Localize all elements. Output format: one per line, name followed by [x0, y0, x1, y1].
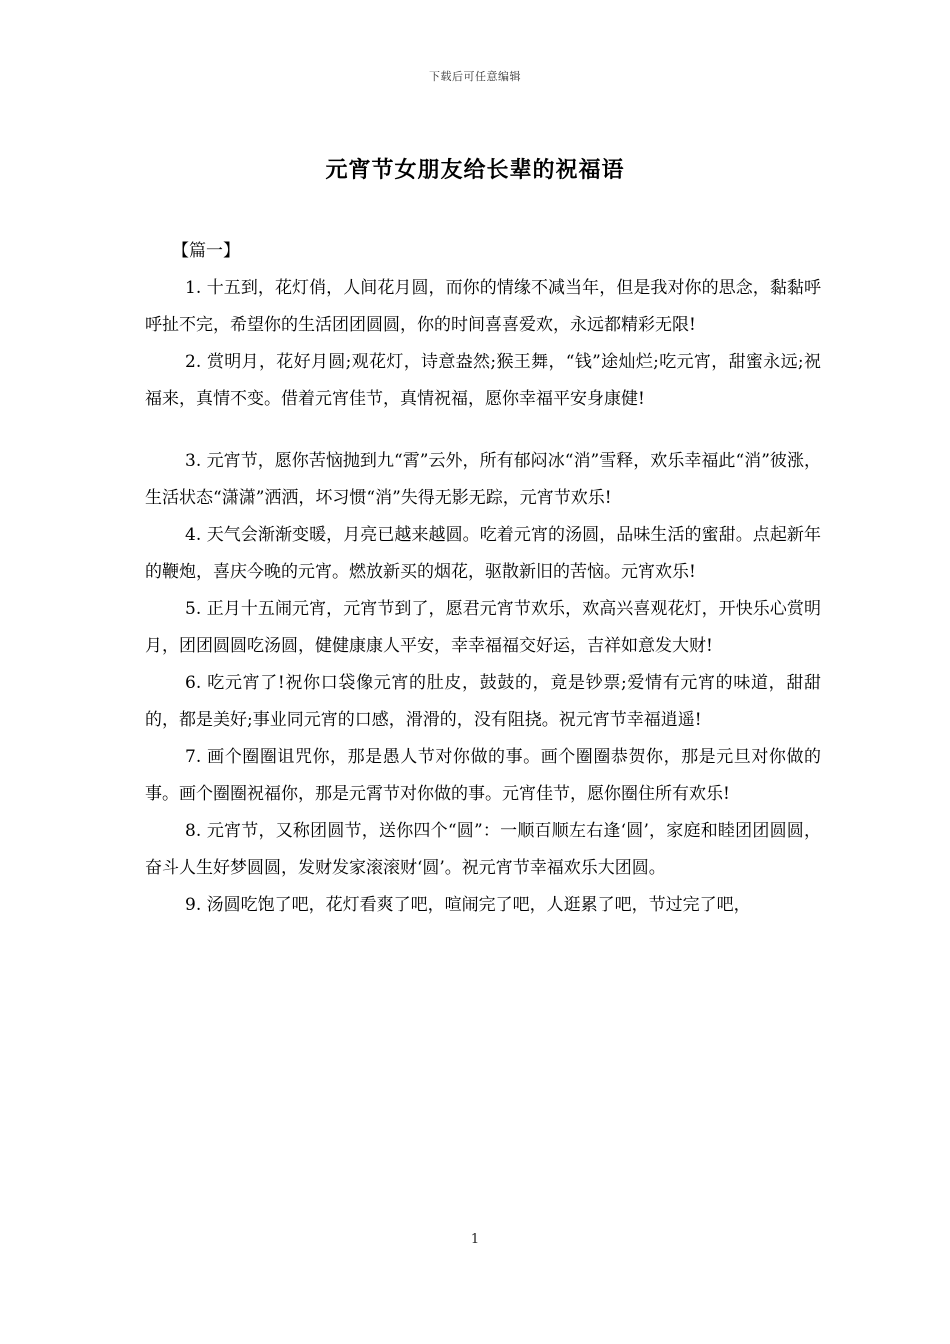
page-number: 1: [470, 1232, 480, 1247]
header-note: 下载后可任意编辑: [429, 70, 521, 83]
paragraph-4: 4. 天气会渐渐变暖，月亮已越来越圆。吃着元宵的汤圆，品味生活的蜜甜。点起新年的鞭炮，喜庆今晚的元宵。燃放新买的烟花，驱散新旧的苦恼。元宵欢乐!: [145, 525, 821, 582]
section-label: 【篇一】: [172, 241, 240, 261]
paragraph-9: 9. 汤圆吃饱了吧，花灯看爽了吧，喧闹完了吧，人逛累了吧，节过完了吧，: [185, 895, 751, 915]
document-title: 元宵节女朋友给长辈的祝福语: [325, 157, 625, 183]
paragraph-8: 8. 元宵节，又称团圆节，送你四个“圆”：一顺百顺左右逢‘圆’，家庭和睦团团圆圆，奋斗人生好梦圆圆，发财发家滚滚财‘圆’。祝元宵节幸福欢乐大团圆。: [145, 821, 821, 878]
paragraph-2: 2. 赏明月，花好月圆;观花灯，诗意盎然;猴王舞，“钱”途灿烂;吃元宵，甜蜜永远;祝福来，真情不变。借着元宵佳节，真情祝福，愿你幸福平安身康健!: [145, 352, 821, 409]
paragraph-7: 7. 画个圈圈诅咒你，那是愚人节对你做的事。画个圈圈恭贺你，那是元旦对你做的事。画个圈圈祝福你，那是元霄节对你做的事。元宵佳节，愿你圈住所有欢乐!: [145, 747, 821, 804]
paragraph-6: 6. 吃元宵了!祝你口袋像元宵的肚皮，鼓鼓的，竟是钞票;爱情有元宵的味道，甜甜的，都是美好;事业同元宵的口感，滑滑的，没有阻挠。祝元宵节幸福逍遥!: [145, 673, 821, 730]
paragraph-5: 5. 正月十五闹元宵，元宵节到了，愿君元宵节欢乐，欢高兴喜观花灯，开快乐心赏明月，团团圆圆吃汤圆，健健康康人平安，幸幸福福交好运，吉祥如意发大财!: [145, 599, 821, 656]
document-body: [145, 270, 821, 924]
paragraph-1: 1. 十五到，花灯俏，人间花月圆，而你的情缘不减当年，但是我对你的思念，黏黏呼呼扯不完，希望你的生活团团圆圆，你的时间喜喜爱欢，永远都精彩无限!: [145, 278, 821, 335]
paragraph-3: 3. 元宵节，愿你苦恼抛到九“霄”云外，所有郁闷冰“消”雪释，欢乐幸福此“消”彼涨，生活状态“潇潇”洒洒，坏习惯“消”失得无影无踪，元宵节欢乐!: [145, 451, 821, 508]
